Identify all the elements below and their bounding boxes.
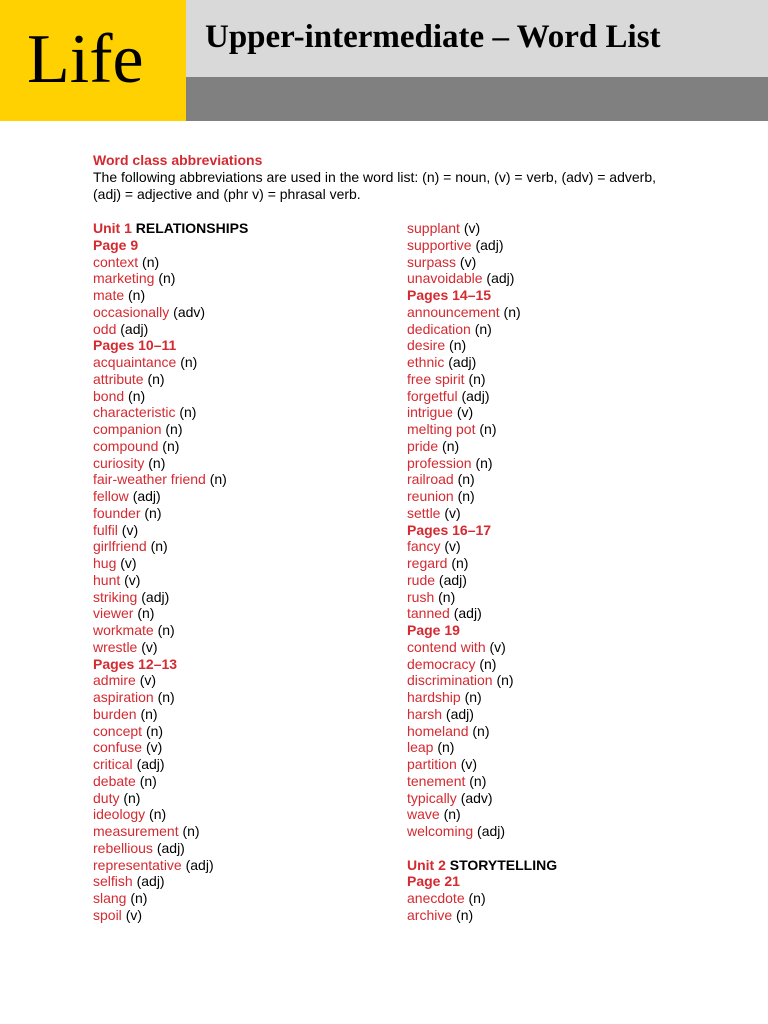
word-text: tenement (407, 772, 466, 789)
word-class: (adj) (486, 270, 515, 287)
word-entry (407, 790, 707, 807)
word-text: fellow (93, 488, 129, 504)
word-text: discrimination (407, 672, 493, 689)
word-entry (407, 823, 707, 840)
word-text: slang (93, 890, 127, 906)
word-text: confuse (93, 739, 143, 756)
word-entry (93, 857, 393, 874)
word-text: free spirit (407, 370, 465, 387)
word-class: (n) (128, 387, 146, 404)
word-class: (n) (158, 270, 176, 287)
word-class: (n) (443, 806, 461, 823)
word-entry (93, 421, 393, 438)
word-text: railroad (407, 471, 454, 488)
word-text: pride (407, 437, 439, 454)
word-class: (n) (147, 370, 165, 387)
word-text: welcoming (407, 823, 474, 839)
page-label: Pages 12–13 (93, 655, 178, 672)
word-entry (93, 304, 393, 321)
word-class: (adj) (136, 873, 165, 890)
word-text: fair-weather friend (93, 471, 206, 488)
word-text: desire (407, 337, 446, 354)
word-class: (n) (130, 890, 148, 906)
word-text: occasionally (93, 303, 170, 320)
word-text: rush (407, 588, 435, 605)
word-entry (93, 773, 393, 790)
word-text: viewer (93, 605, 134, 622)
word-text: striking (93, 588, 138, 605)
word-entry (407, 388, 707, 405)
word-class: (n) (145, 722, 164, 739)
word-entry (407, 555, 707, 572)
word-class: (n) (479, 421, 497, 437)
word-class: (adj) (132, 488, 161, 504)
word-class: (n) (475, 454, 493, 471)
word-class: (n) (496, 672, 514, 689)
word-text: marketing (93, 270, 155, 287)
right-column (407, 220, 707, 924)
word-text: unavoidable (407, 270, 483, 287)
word-entry (407, 656, 707, 673)
word-text: supportive (407, 236, 472, 253)
unit-heading (93, 220, 393, 237)
word-text: harsh (407, 705, 443, 722)
word-entry (93, 639, 393, 656)
word-class: (adj) (448, 354, 477, 370)
word-entry (407, 304, 707, 321)
word-class: (adj) (477, 823, 506, 839)
word-text: tanned (407, 605, 450, 622)
word-entry (93, 672, 393, 689)
word-class: (n) (474, 320, 492, 337)
page-heading (407, 873, 707, 890)
word-entry (407, 756, 707, 773)
word-text: critical (93, 756, 133, 772)
word-class: (adj) (461, 387, 490, 404)
word-text: context (93, 253, 139, 270)
word-entry (93, 589, 393, 606)
word-class: (v) (139, 672, 157, 689)
word-text: announcement (407, 303, 500, 320)
intro-heading: Word class abbreviations (93, 152, 263, 168)
word-class: (n) (442, 437, 460, 454)
word-entry (93, 806, 393, 823)
word-text: ethnic (407, 354, 445, 370)
word-class: (n) (451, 555, 469, 571)
word-text: fancy (407, 538, 441, 555)
word-entry (93, 388, 393, 405)
word-entry (407, 538, 707, 555)
word-entry (93, 706, 393, 723)
page-label: Page 19 (407, 622, 460, 638)
word-entry (407, 689, 707, 706)
word-entry (407, 354, 707, 371)
word-class: (v) (120, 555, 137, 571)
page-heading (407, 622, 707, 639)
word-class: (v) (463, 220, 481, 236)
word-class: (n) (157, 622, 175, 638)
word-class: (n) (449, 337, 467, 354)
word-text: acquaintance (93, 354, 177, 370)
word-entry (93, 572, 393, 589)
word-text: melting pot (407, 421, 476, 437)
word-text: regard (407, 555, 448, 571)
word-text: spoil (93, 906, 122, 923)
word-class: (n) (438, 588, 456, 605)
word-entry (93, 371, 393, 388)
word-entry (93, 605, 393, 622)
word-class: (n) (149, 806, 167, 823)
word-text: attribute (93, 370, 144, 387)
word-class: (adj) (438, 571, 467, 588)
word-text: mate (93, 287, 125, 303)
word-class: (n) (123, 789, 141, 806)
unit-heading (407, 857, 707, 874)
word-text: leap (407, 739, 434, 756)
word-text: compound (93, 437, 159, 454)
word-text: democracy (407, 655, 476, 672)
word-entry (93, 270, 393, 287)
word-entry (407, 773, 707, 790)
word-class: (adj) (475, 236, 504, 253)
word-entry (93, 622, 393, 639)
word-entry (407, 237, 707, 254)
word-entry (407, 371, 707, 388)
page-label: Page 9 (93, 236, 139, 253)
word-text: characteristic (93, 404, 176, 421)
word-entry (407, 572, 707, 589)
word-entry (93, 538, 393, 555)
word-class: (n) (179, 404, 197, 421)
word-text: concept (93, 722, 143, 739)
word-class: (v) (444, 538, 461, 555)
page-label: Page 21 (407, 873, 460, 890)
word-entry (407, 639, 707, 656)
word-text: debate (93, 772, 136, 789)
word-entry (93, 455, 393, 472)
word-class: (v) (124, 571, 141, 588)
word-entry (407, 605, 707, 622)
word-text: workmate (93, 622, 154, 638)
word-entry (407, 505, 707, 522)
unit-number: Unit 1 (93, 220, 132, 236)
word-entry (93, 438, 393, 455)
word-entry (93, 823, 393, 840)
word-text: admire (93, 672, 136, 689)
page-heading (93, 237, 393, 254)
word-text: profession (407, 454, 472, 471)
word-entry (93, 471, 393, 488)
word-class: (n) (128, 287, 146, 303)
word-text: reunion (407, 488, 454, 504)
page-heading (93, 656, 393, 673)
word-class: (n) (162, 437, 180, 454)
word-class: (n) (142, 253, 160, 270)
word-text: archive (407, 906, 453, 923)
word-class: (adv) (460, 789, 493, 806)
word-entry (93, 873, 393, 890)
page-heading (407, 287, 707, 304)
word-entry (93, 689, 393, 706)
word-class: (n) (472, 722, 490, 739)
word-entry (93, 404, 393, 421)
word-entry (93, 907, 393, 924)
word-text: rude (407, 571, 436, 588)
word-text: anecdote (407, 890, 465, 906)
word-entry (407, 404, 707, 421)
word-text: representative (93, 856, 182, 873)
word-text: rebellious (93, 839, 153, 856)
word-text: burden (93, 705, 137, 722)
unit-number: Unit 2 (407, 856, 446, 873)
page-label: Pages 10–11 (93, 337, 177, 354)
word-class: (adj) (453, 605, 482, 622)
word-class: (v) (459, 253, 477, 270)
word-class: (n) (157, 689, 175, 705)
word-entry (93, 739, 393, 756)
page-label: Pages 16–17 (407, 521, 492, 538)
page-heading (407, 522, 707, 539)
word-class: (n) (137, 605, 155, 622)
word-class: (v) (145, 739, 163, 756)
word-text: ideology (93, 806, 146, 823)
word-class: (n) (180, 354, 198, 370)
word-class: (n) (139, 772, 157, 789)
word-class: (adj) (141, 588, 170, 605)
word-class: (n) (140, 705, 158, 722)
word-class: (n) (165, 421, 183, 437)
word-class: (n) (148, 454, 166, 471)
word-class: (v) (456, 404, 474, 421)
logo-text: Life (27, 21, 144, 98)
word-text: aspiration (93, 689, 154, 705)
word-text: hardship (407, 689, 461, 705)
word-entry (407, 739, 707, 756)
word-text: settle (407, 504, 441, 521)
word-class: (adj) (185, 856, 214, 873)
word-class: (n) (209, 471, 227, 488)
unit-title: RELATIONSHIPS (135, 220, 249, 236)
word-class: (adv) (173, 303, 206, 320)
word-entry (407, 438, 707, 455)
word-class: (n) (503, 303, 521, 320)
word-class: (v) (444, 504, 461, 521)
word-class: (v) (125, 906, 143, 923)
intro-text: The following abbreviations are used in the word list: (n) = noun, (v) = verb, (adv) = adverb, (adj) = adjective and (phr v) = phrasal verb. (93, 169, 657, 202)
word-class: (n) (457, 488, 475, 504)
word-entry (407, 806, 707, 823)
word-text: partition (407, 756, 457, 772)
word-entry (407, 723, 707, 740)
word-class: (n) (437, 739, 455, 756)
word-entry (93, 756, 393, 773)
word-text: dedication (407, 320, 471, 337)
word-text: typically (407, 789, 457, 806)
word-text: girlfriend (93, 538, 147, 555)
word-entry (407, 907, 707, 924)
word-entry (407, 220, 707, 237)
word-text: bond (93, 387, 125, 404)
word-entry (93, 790, 393, 807)
word-class: (n) (479, 655, 497, 672)
word-text: selfish (93, 873, 133, 890)
page-title: Upper-intermediate – Word List (205, 19, 661, 55)
word-entry (407, 455, 707, 472)
page-label: Pages 14–15 (407, 287, 492, 303)
word-entry (407, 589, 707, 606)
word-entry (407, 337, 707, 354)
word-class: (n) (457, 471, 475, 488)
word-class: (n) (469, 772, 487, 789)
page-heading (93, 337, 393, 354)
word-class: (adj) (120, 320, 149, 337)
word-class: (n) (468, 370, 486, 387)
word-text: supplant (407, 220, 460, 236)
word-class: (n) (150, 538, 168, 555)
word-entry (407, 321, 707, 338)
word-text: fulfil (93, 521, 118, 538)
word-text: surpass (407, 253, 457, 270)
unit-title: STORYTELLING (449, 856, 558, 873)
word-text: founder (93, 504, 141, 521)
word-class: (n) (144, 504, 162, 521)
word-entry (93, 321, 393, 338)
word-text: measurement (93, 823, 179, 839)
intro-block (93, 152, 683, 203)
word-text: forgetful (407, 387, 458, 404)
word-text: duty (93, 789, 120, 806)
word-text: contend with (407, 638, 486, 655)
word-entry (407, 672, 707, 689)
word-class: (v) (460, 756, 478, 772)
word-text: hunt (93, 571, 121, 588)
word-entry (93, 723, 393, 740)
word-text: homeland (407, 722, 469, 739)
word-text: wave (407, 806, 440, 823)
word-class: (adj) (156, 839, 185, 856)
word-entry (407, 254, 707, 271)
word-entry (93, 522, 393, 539)
word-class: (n) (468, 890, 486, 906)
word-entry (93, 505, 393, 522)
word-entry (93, 287, 393, 304)
word-entry (93, 890, 393, 907)
word-class: (adj) (445, 705, 474, 722)
word-text: companion (93, 421, 162, 437)
left-column (93, 220, 393, 924)
word-class: (n) (464, 689, 482, 705)
word-class: (adj) (136, 756, 165, 772)
word-class: (v) (141, 638, 158, 655)
word-text: curiosity (93, 454, 145, 471)
word-entry (407, 706, 707, 723)
word-entry (93, 555, 393, 572)
word-class: (n) (456, 906, 474, 923)
word-entry (407, 471, 707, 488)
word-entry (407, 488, 707, 505)
word-entry (93, 840, 393, 857)
word-text: intrigue (407, 404, 453, 421)
word-text: hug (93, 555, 117, 571)
word-entry (93, 488, 393, 505)
column-spacer (407, 840, 707, 857)
word-class: (n) (182, 823, 200, 839)
word-entry (407, 270, 707, 287)
word-entry (93, 254, 393, 271)
word-class: (v) (489, 638, 506, 655)
word-entry (93, 354, 393, 371)
word-class: (v) (121, 521, 139, 538)
word-entry (407, 421, 707, 438)
word-text: odd (93, 320, 117, 337)
word-text: wrestle (93, 638, 138, 655)
word-entry (407, 890, 707, 907)
